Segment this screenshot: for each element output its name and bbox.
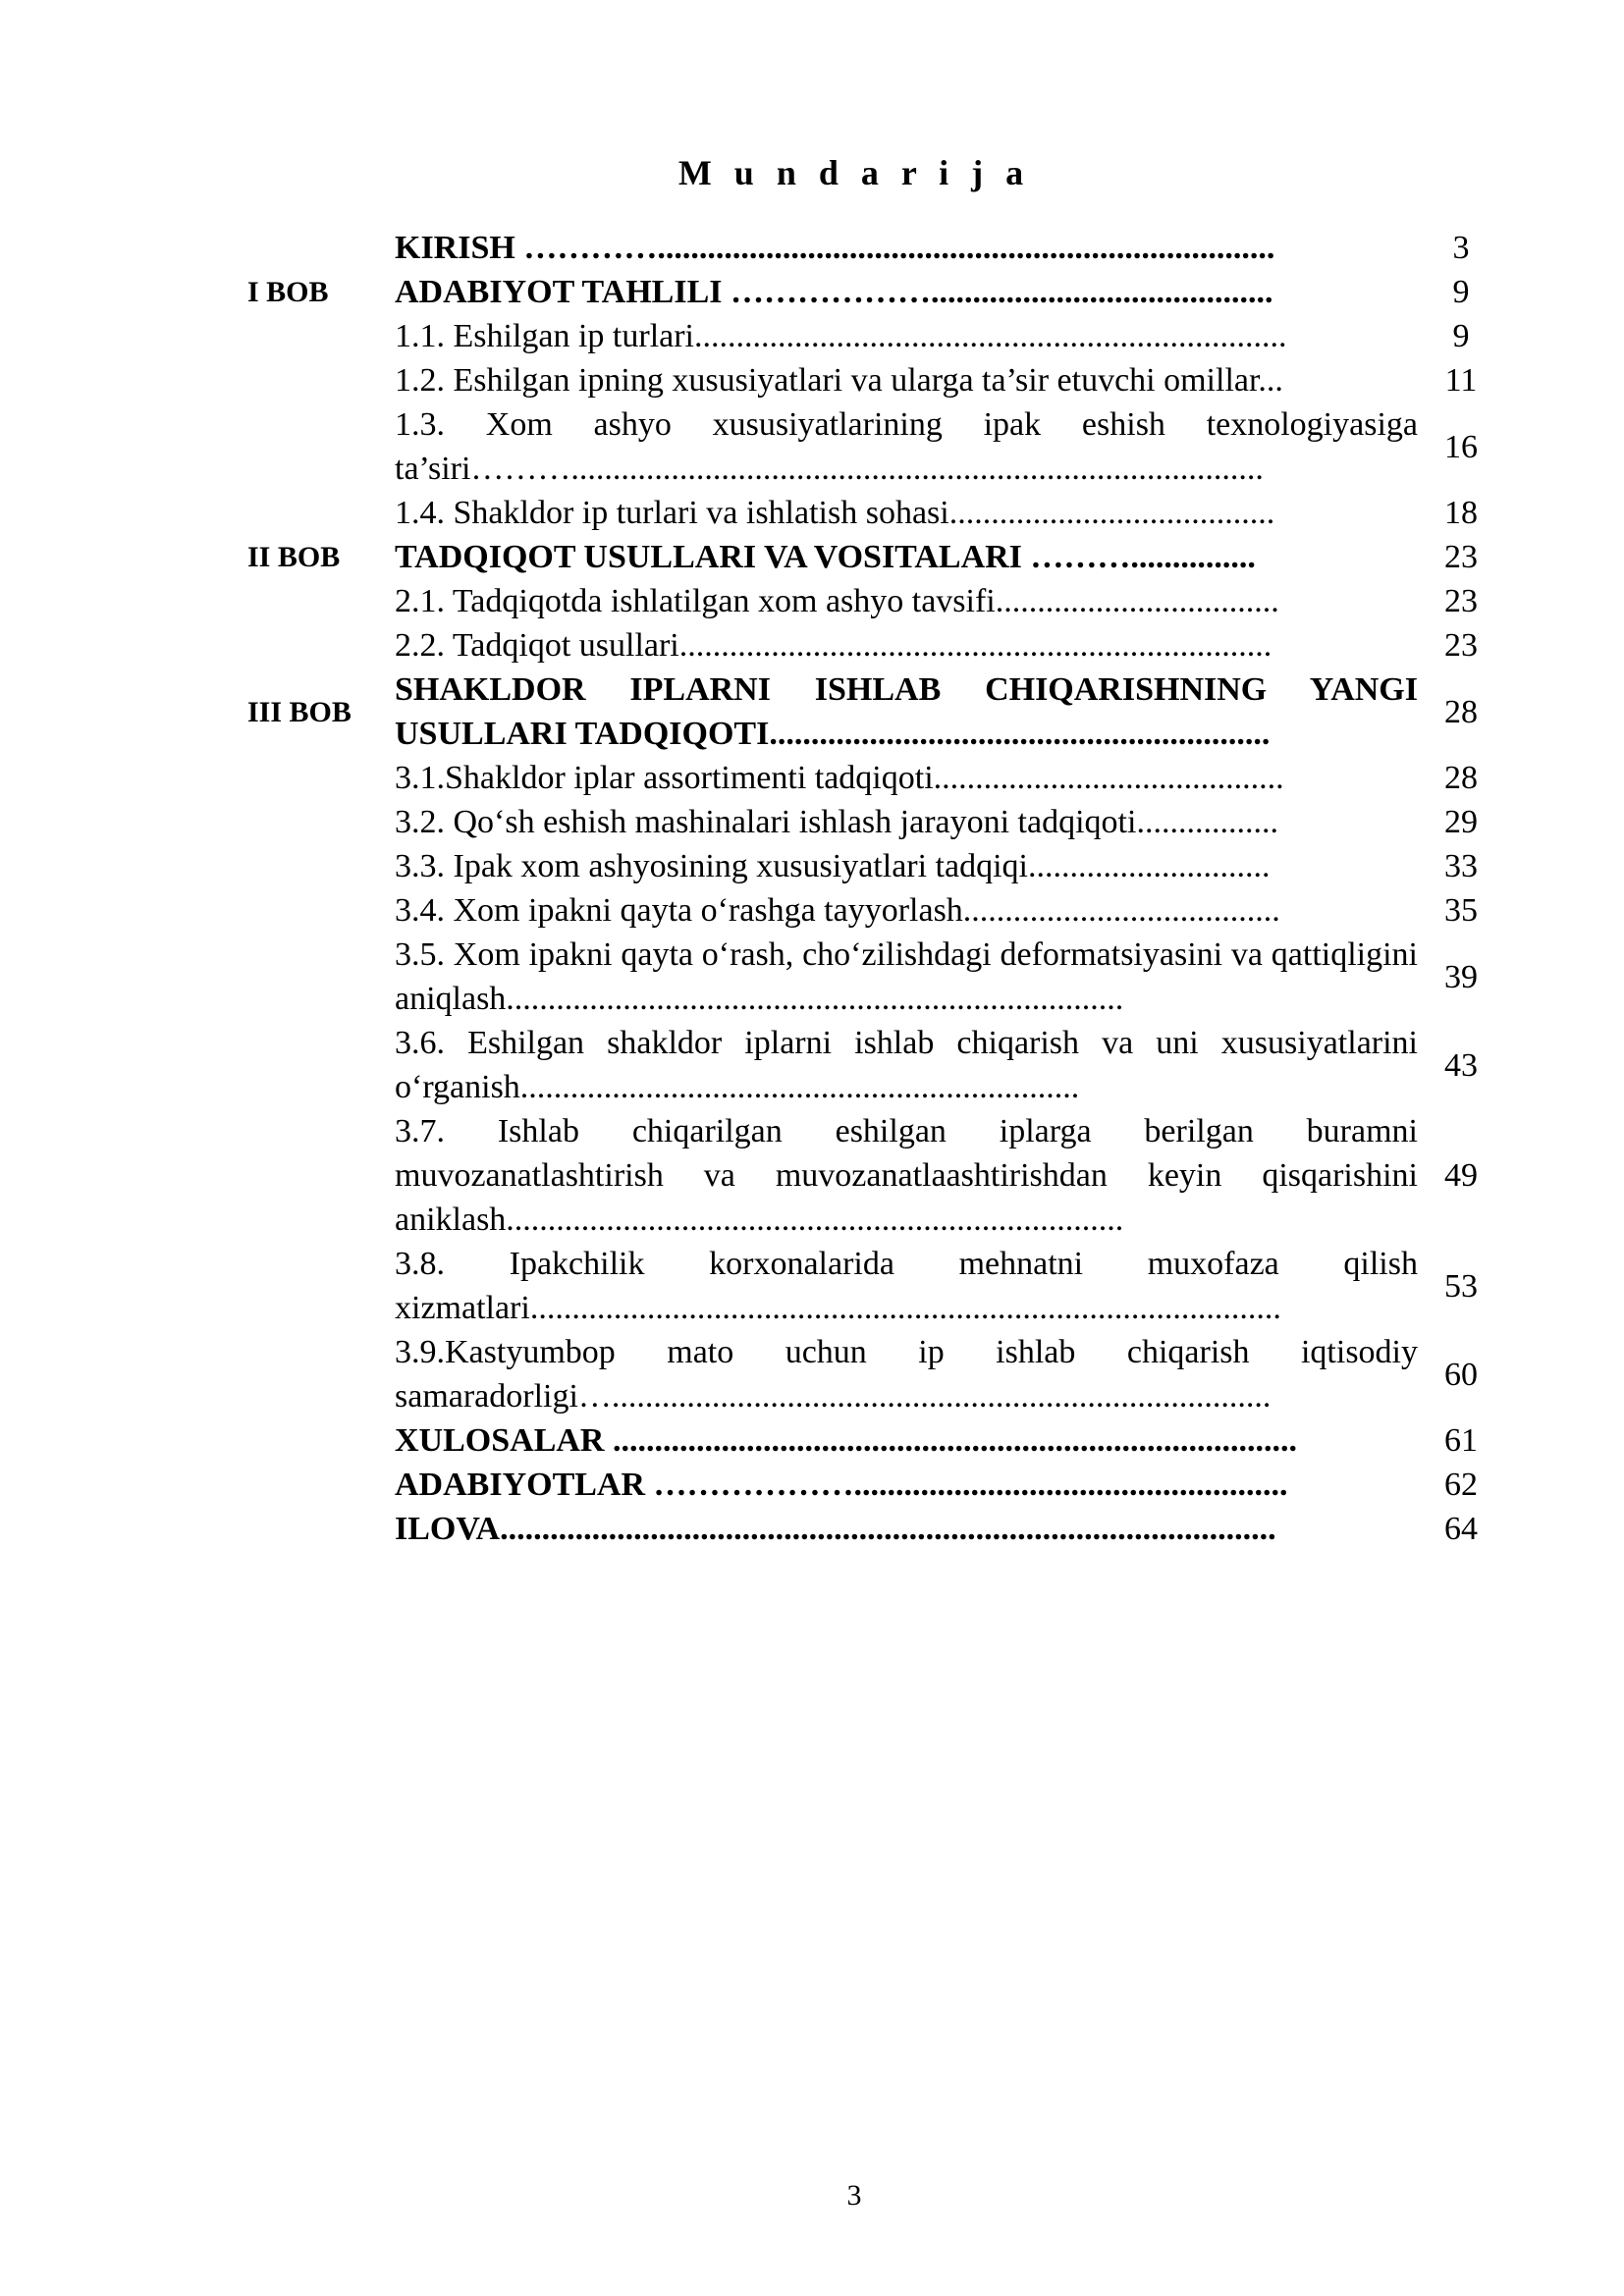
toc-chapter-label: [247, 491, 395, 535]
toc-entry-title: 1.4. Shakldor ip turlari va ishlatish sohasi.......................................: [395, 495, 1275, 531]
toc-chapter-label: [247, 1021, 395, 1109]
toc-page-number: 28: [1444, 760, 1478, 796]
toc-chapter-label: [247, 226, 395, 270]
toc-page-number: 53: [1444, 1267, 1478, 1305]
toc-chapter-label: [247, 756, 395, 800]
toc-entry-title: ILOVA.............................................................................................: [395, 1511, 1276, 1547]
toc-entry: [247, 402, 1504, 491]
toc-entry-title: TADQIQOT USULLARI VA VOSITALARI ………...............: [395, 539, 1256, 575]
toc-entry-title: 3.5. Xom ipakni qayta o‘rash, cho‘zilishdagi deformatsiyasini va qattiqligini aniqlash..........................................................................: [395, 936, 1418, 1017]
toc-page-number: 35: [1444, 892, 1478, 929]
toc-chapter-label: [247, 888, 395, 933]
toc-entry: [247, 800, 1504, 844]
toc-page-number: 23: [1444, 583, 1478, 619]
toc-chapter-label: [247, 800, 395, 844]
toc-page-number: 28: [1444, 693, 1478, 730]
toc-page-number: 61: [1444, 1422, 1478, 1459]
toc-entry-title: ADABIYOT TAHLILI ……………….........................................: [395, 274, 1273, 310]
toc-entry: [247, 623, 1504, 667]
toc-page-number: 23: [1444, 539, 1478, 575]
toc-page-number: 39: [1444, 958, 1478, 995]
toc-entry-title: 3.9.Kastyumbop mato uchun ip ishlab chiqarish iqtisodiy samaradorligi…...............................................................................: [395, 1334, 1418, 1415]
toc-page-number: 11: [1444, 362, 1478, 399]
toc-chapter-label: [247, 1330, 395, 1418]
toc-entry: [247, 888, 1504, 933]
toc-entry-title: 3.4. Xom ipakni qayta o‘rashga tayyorlash......................................: [395, 892, 1280, 929]
toc-chapter-label: III BOB: [247, 695, 352, 728]
toc-entry: [247, 1330, 1504, 1418]
toc-page-number: 9: [1452, 274, 1470, 310]
toc-entry: [247, 667, 1504, 756]
toc-entry-title: 2.2. Tadqiqot usullari.......................................................................: [395, 627, 1272, 664]
toc-page-number: 49: [1444, 1157, 1478, 1194]
toc-page-number: 18: [1444, 495, 1478, 531]
toc-entry-title: 3.3. Ipak xom ashyosining xususiyatlari tadqiqi.............................: [395, 848, 1271, 884]
toc-page-number: 60: [1444, 1356, 1478, 1393]
toc-page-number: 33: [1444, 848, 1478, 884]
toc-page-number: 64: [1444, 1511, 1478, 1547]
toc-entry: [247, 358, 1504, 402]
toc-entry-title: 3.7. Ishlab chiqarilgan eshilgan iplarga berilgan buramni muvozanatlashtirish va muvozanatlaashtirishdan keyin qisqarishini aniklash..........................................................................: [395, 1113, 1418, 1238]
toc-entry-title: 2.1. Tadqiqotda ishlatilgan xom ashyo tavsifi..................................: [395, 583, 1279, 619]
toc-chapter-label: [247, 1463, 395, 1507]
toc-chapter-label: [247, 1109, 395, 1242]
toc-page-number: 9: [1452, 318, 1470, 354]
toc-chapter-label: [247, 1418, 395, 1463]
toc-entry-title: 1.1. Eshilgan ip turlari.......................................................................: [395, 318, 1287, 354]
toc-chapter-label: I BOB: [247, 276, 329, 308]
toc-chapter-label: [247, 623, 395, 667]
toc-entry-title: 1.3. Xom ashyo xususiyatlarining ipak eshish texnologiyasiga ta’siri………...................................................................................: [395, 406, 1418, 487]
toc-entry-title: 3.2. Qo‘sh eshish mashinalari ishlash jarayoni tadqiqoti.................: [395, 804, 1278, 840]
toc-entry: [247, 270, 1504, 314]
toc-chapter-label: [247, 844, 395, 888]
footer-page-number: 3: [846, 2179, 862, 2212]
toc-entry-title: XULOSALAR ..................................................................................: [395, 1422, 1297, 1459]
toc-entry-title: 3.6. Eshilgan shakldor iplarni ishlab chiqarish va uni xususiyatlarini o‘rganish...................................................................: [395, 1025, 1418, 1105]
toc-entry-title: SHAKLDOR IPLARNI ISHLAB CHIQARISHNING YANGI USULLARI TADQIQOTI............................................................: [395, 671, 1418, 752]
toc-entry: [247, 579, 1504, 623]
toc-chapter-label: II BOB: [247, 541, 341, 573]
toc-chapter-label: [247, 579, 395, 623]
toc-chapter-label: [247, 358, 395, 402]
toc-chapter-label: [247, 402, 395, 491]
toc-page-number: 23: [1444, 627, 1478, 664]
toc-entry: [247, 1021, 1504, 1109]
toc-page-number: 16: [1444, 428, 1478, 465]
toc-body: [247, 226, 1504, 1551]
toc-page-number: 3: [1452, 230, 1470, 266]
toc-entry: [247, 1507, 1504, 1551]
toc-entry-title: KIRISH …………..........................................................................: [395, 230, 1275, 266]
toc-entry: [247, 226, 1504, 270]
toc-entry-title: 3.1.Shakldor iplar assortimenti tadqiqoti..........................................: [395, 760, 1284, 796]
toc-page-number: 29: [1444, 804, 1478, 840]
toc-entry: [247, 756, 1504, 800]
toc-entry: [247, 491, 1504, 535]
toc-page-number: 43: [1444, 1046, 1478, 1084]
toc-entry: [247, 1242, 1504, 1330]
toc-entry: [247, 535, 1504, 579]
toc-entry-title: ADABIYOTLAR ………………....................................................: [395, 1467, 1288, 1503]
page-title: M u n d a r i j a: [677, 153, 1031, 192]
toc-entry: [247, 1418, 1504, 1463]
toc-entry: [247, 314, 1504, 358]
toc-entry: [247, 1109, 1504, 1242]
toc-chapter-label: [247, 1507, 395, 1551]
toc-chapter-label: [247, 933, 395, 1021]
toc-entry-title: 3.8. Ipakchilik korxonalarida mehnatni muxofaza qilish xizmatlari..........................................................................................: [395, 1246, 1418, 1326]
toc-chapter-label: [247, 314, 395, 358]
toc-entry: [247, 933, 1504, 1021]
toc-entry-title: 1.2. Eshilgan ipning xususiyatlari va ularga ta’sir etuvchi omillar...: [395, 362, 1283, 399]
toc-chapter-label: [247, 1242, 395, 1330]
toc-entry: [247, 1463, 1504, 1507]
toc-page-number: 62: [1444, 1467, 1478, 1503]
table-of-contents: [247, 226, 1504, 1551]
toc-entry: [247, 844, 1504, 888]
